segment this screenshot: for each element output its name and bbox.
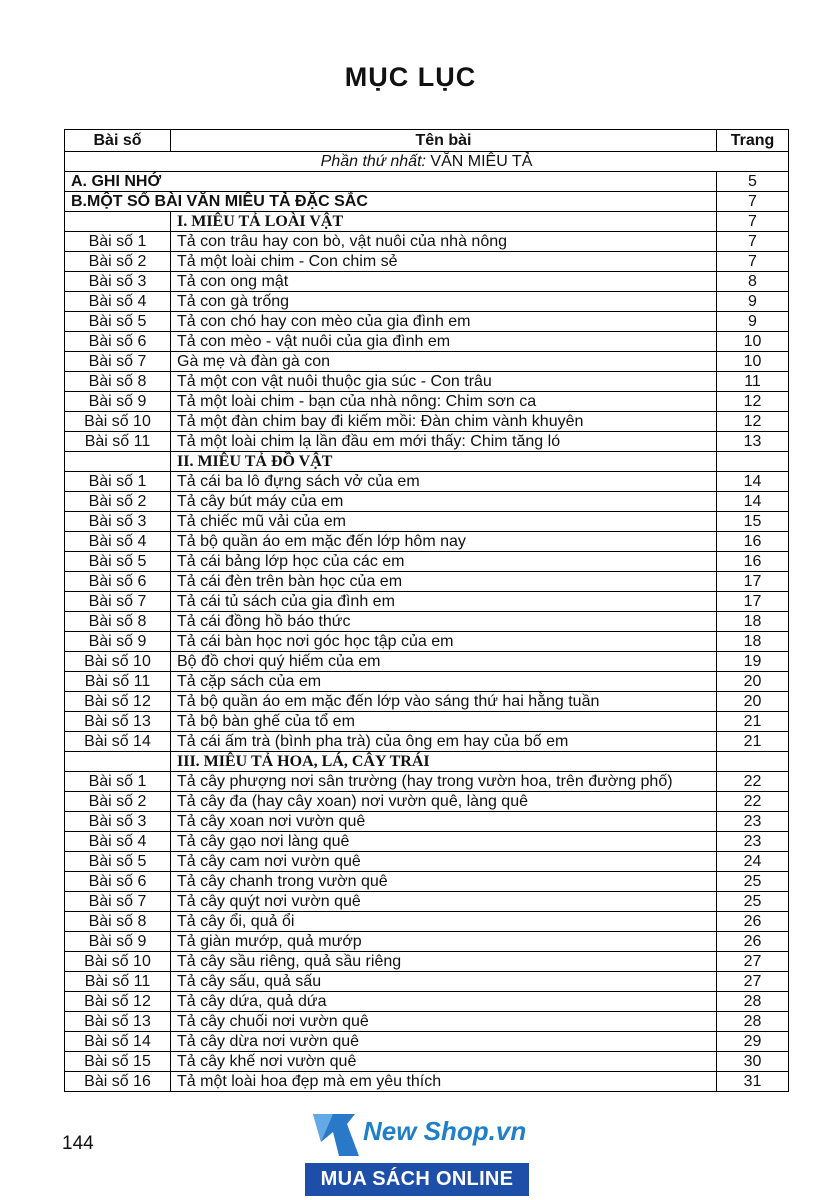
lesson-title: Tả cái ấm trà (bình pha trà) của ông em hay của bố em — [171, 732, 717, 752]
lesson-number: Bài số 1 — [65, 472, 171, 492]
lesson-title: Gà mẹ và đàn gà con — [171, 352, 717, 372]
lesson-page: 16 — [717, 552, 789, 572]
lesson-title: Tả cái bảng lớp học của các em — [171, 552, 717, 572]
lesson-row — [65, 632, 789, 652]
section-title: I. MIÊU TẢ LOÀI VẬT — [171, 212, 717, 232]
lesson-title: Tả cây quýt nơi vườn quê — [171, 892, 717, 912]
lesson-row — [65, 352, 789, 372]
lesson-number: Bài số 14 — [65, 1032, 171, 1052]
lesson-number: Bài số 11 — [65, 432, 171, 452]
lesson-number: Bài số 13 — [65, 712, 171, 732]
lesson-page: 12 — [717, 392, 789, 412]
lesson-page: 10 — [717, 352, 789, 372]
lesson-page: 21 — [717, 732, 789, 752]
lesson-row — [65, 392, 789, 412]
lesson-title: Tả cây gạo nơi làng quê — [171, 832, 717, 852]
logo-brand-text: New Shop.vn — [363, 1116, 527, 1146]
lesson-number: Bài số 13 — [65, 1012, 171, 1032]
lesson-number: Bài số 4 — [65, 292, 171, 312]
lesson-number: Bài số 7 — [65, 352, 171, 372]
lesson-page: 8 — [717, 272, 789, 292]
lesson-number: Bài số 5 — [65, 852, 171, 872]
section-title: II. MIÊU TẢ ĐỒ VẬT — [171, 452, 717, 472]
lesson-page: 25 — [717, 892, 789, 912]
lesson-number: Bài số 7 — [65, 592, 171, 612]
section-page — [717, 752, 789, 772]
lesson-page: 19 — [717, 652, 789, 672]
lesson-row — [65, 1052, 789, 1072]
lesson-page: 23 — [717, 812, 789, 832]
lesson-title: Tả cây phượng nơi sân trường (hay trong vườn hoa, trên đường phố) — [171, 772, 717, 792]
lesson-title: Tả cây khế nơi vườn quê — [171, 1052, 717, 1072]
lesson-title: Tả bộ bàn ghế của tổ em — [171, 712, 717, 732]
lesson-row — [65, 492, 789, 512]
col-header-page: Trang — [717, 130, 789, 152]
lesson-page: 14 — [717, 492, 789, 512]
lesson-number: Bài số 3 — [65, 512, 171, 532]
lesson-page: 23 — [717, 832, 789, 852]
lesson-title: Tả cây cam nơi vườn quê — [171, 852, 717, 872]
lesson-title: Tả cây dứa, quả dứa — [171, 992, 717, 1012]
lesson-title: Tả con trâu hay con bò, vật nuôi của nhà nông — [171, 232, 717, 252]
lesson-page: 30 — [717, 1052, 789, 1072]
lesson-page: 25 — [717, 872, 789, 892]
lesson-row — [65, 372, 789, 392]
part-row — [65, 152, 789, 172]
lesson-number: Bài số 15 — [65, 1052, 171, 1072]
lesson-title: Tả con gà trống — [171, 292, 717, 312]
lesson-page: 26 — [717, 932, 789, 952]
lesson-row — [65, 952, 789, 972]
lesson-title: Tả cái ba lô đựng sách vở của em — [171, 472, 717, 492]
lesson-title: Tả cái đèn trên bàn học của em — [171, 572, 717, 592]
lesson-number: Bài số 1 — [65, 772, 171, 792]
lesson-title: Tả một loài chim - Con chim sẻ — [171, 252, 717, 272]
lesson-number: Bài số 7 — [65, 892, 171, 912]
section-page: 7 — [717, 212, 789, 232]
lesson-number: Bài số 11 — [65, 972, 171, 992]
logo-top — [305, 1106, 529, 1162]
part-label-rest: VĂN MIÊU TẢ — [425, 153, 533, 170]
lesson-row — [65, 232, 789, 252]
lesson-page: 14 — [717, 472, 789, 492]
lesson-page: 22 — [717, 792, 789, 812]
lesson-title: Tả cây xoan nơi vườn quê — [171, 812, 717, 832]
lesson-page: 15 — [717, 512, 789, 532]
lesson-title: Tả chiếc mũ vải của em — [171, 512, 717, 532]
lesson-number: Bài số 3 — [65, 272, 171, 292]
section-page — [717, 452, 789, 472]
lesson-page: 17 — [717, 572, 789, 592]
lesson-title: Tả một loài chim - bạn của nhà nông: Chim sơn ca — [171, 392, 717, 412]
lesson-number: Bài số 14 — [65, 732, 171, 752]
lesson-title: Tả cây sấu, quả sấu — [171, 972, 717, 992]
lesson-row — [65, 852, 789, 872]
lesson-row — [65, 1012, 789, 1032]
lesson-row — [65, 912, 789, 932]
lesson-number: Bài số 9 — [65, 932, 171, 952]
lesson-number: Bài số 1 — [65, 232, 171, 252]
lesson-page: 20 — [717, 672, 789, 692]
lesson-page: 28 — [717, 992, 789, 1012]
lesson-page: 9 — [717, 292, 789, 312]
lesson-page: 27 — [717, 972, 789, 992]
lesson-page: 20 — [717, 692, 789, 712]
lesson-title: Tả cây chuối nơi vườn quê — [171, 1012, 717, 1032]
lesson-number: Bài số 5 — [65, 552, 171, 572]
lesson-title: Tả cây bút máy của em — [171, 492, 717, 512]
lesson-row — [65, 892, 789, 912]
lesson-row — [65, 732, 789, 752]
lesson-page: 22 — [717, 772, 789, 792]
lesson-page: 18 — [717, 612, 789, 632]
lesson-row — [65, 712, 789, 732]
lesson-row — [65, 972, 789, 992]
lesson-row — [65, 832, 789, 852]
lesson-page: 13 — [717, 432, 789, 452]
section-empty-cell — [65, 212, 171, 232]
lesson-row — [65, 672, 789, 692]
lesson-title: Tả con ong mật — [171, 272, 717, 292]
lesson-row — [65, 412, 789, 432]
section-title: III. MIÊU TẢ HOA, LÁ, CÂY TRÁI — [171, 752, 717, 772]
lesson-title: Tả một loài chim lạ lần đầu em mới thấy: Chim tăng ló — [171, 432, 717, 452]
lesson-row — [65, 252, 789, 272]
subhead-page: 5 — [717, 172, 789, 192]
lesson-page: 16 — [717, 532, 789, 552]
lesson-number: Bài số 9 — [65, 392, 171, 412]
lesson-title: Tả cặp sách của em — [171, 672, 717, 692]
col-header-lesson-number: Bài số — [65, 130, 171, 152]
lesson-page: 7 — [717, 252, 789, 272]
lesson-page: 29 — [717, 1032, 789, 1052]
lesson-row — [65, 292, 789, 312]
section-row — [65, 452, 789, 472]
lesson-title: Tả cái tủ sách của gia đình em — [171, 592, 717, 612]
lesson-number: Bài số 4 — [65, 832, 171, 852]
lesson-page: 26 — [717, 912, 789, 932]
lesson-number: Bài số 11 — [65, 672, 171, 692]
lesson-title: Tả một đàn chim bay đi kiếm mồi: Đàn chim vành khuyên — [171, 412, 717, 432]
lesson-row — [65, 432, 789, 452]
lesson-title: Tả cây dừa nơi vườn quê — [171, 1032, 717, 1052]
lesson-title: Tả giàn mướp, quả mướp — [171, 932, 717, 952]
lesson-number: Bài số 6 — [65, 872, 171, 892]
lesson-number: Bài số 12 — [65, 692, 171, 712]
lesson-number: Bài số 2 — [65, 252, 171, 272]
subhead-title: A. GHI NHỚ — [65, 172, 717, 192]
header-row — [65, 130, 789, 152]
lesson-row — [65, 312, 789, 332]
part-label-italic: Phần thứ nhất: — [320, 153, 426, 170]
lesson-number: Bài số 12 — [65, 992, 171, 1012]
lesson-page: 21 — [717, 712, 789, 732]
lesson-number: Bài số 10 — [65, 412, 171, 432]
lesson-row — [65, 272, 789, 292]
lesson-title: Tả cây đa (hay cây xoan) nơi vườn quê, làng quê — [171, 792, 717, 812]
lesson-page: 17 — [717, 592, 789, 612]
lesson-number: Bài số 2 — [65, 792, 171, 812]
lesson-page: 7 — [717, 232, 789, 252]
lesson-title: Tả con mèo - vật nuôi của gia đình em — [171, 332, 717, 352]
lesson-row — [65, 512, 789, 532]
lesson-row — [65, 552, 789, 572]
lesson-number: Bài số 6 — [65, 332, 171, 352]
lesson-page: 31 — [717, 1072, 789, 1092]
lesson-title: Tả con chó hay con mèo của gia đình em — [171, 312, 717, 332]
lesson-page: 11 — [717, 372, 789, 392]
lesson-title: Tả một loài hoa đẹp mà em yêu thích — [171, 1072, 717, 1092]
lesson-number: Bài số 8 — [65, 612, 171, 632]
lesson-title: Tả cây sầu riêng, quả sầu riêng — [171, 952, 717, 972]
lesson-title: Bộ đồ chơi quý hiếm của em — [171, 652, 717, 672]
lesson-row — [65, 592, 789, 612]
col-header-lesson-title: Tên bài — [171, 130, 717, 152]
lesson-title: Tả bộ quần áo em mặc đến lớp vào sáng thứ hai hằng tuần — [171, 692, 717, 712]
lesson-title: Tả một con vật nuôi thuộc gia súc - Con trâu — [171, 372, 717, 392]
lesson-title: Tả bộ quần áo em mặc đến lớp hôm nay — [171, 532, 717, 552]
lesson-number: Bài số 9 — [65, 632, 171, 652]
section-empty-cell — [65, 452, 171, 472]
lesson-row — [65, 652, 789, 672]
lesson-page: 28 — [717, 1012, 789, 1032]
lesson-title: Tả cây chanh trong vườn quê — [171, 872, 717, 892]
section-row — [65, 752, 789, 772]
lesson-number: Bài số 10 — [65, 952, 171, 972]
lesson-title: Tả cây ổi, quả ổi — [171, 912, 717, 932]
lesson-row — [65, 692, 789, 712]
lesson-number: Bài số 3 — [65, 812, 171, 832]
section-empty-cell — [65, 752, 171, 772]
lesson-number: Bài số 4 — [65, 532, 171, 552]
lesson-number: Bài số 6 — [65, 572, 171, 592]
lesson-row — [65, 1032, 789, 1052]
lesson-page: 27 — [717, 952, 789, 972]
page-number: 144 — [62, 1133, 94, 1154]
lesson-page: 9 — [717, 312, 789, 332]
lesson-number: Bài số 8 — [65, 372, 171, 392]
lesson-title: Tả cái đồng hồ báo thức — [171, 612, 717, 632]
part-heading — [65, 152, 789, 172]
toc-table — [64, 129, 789, 1092]
subhead-page: 7 — [717, 192, 789, 212]
lesson-number: Bài số 8 — [65, 912, 171, 932]
arrow-logo-icon — [309, 1110, 363, 1160]
newshop-watermark-logo — [305, 1106, 529, 1196]
lesson-row — [65, 792, 789, 812]
lesson-number: Bài số 10 — [65, 652, 171, 672]
page-title: MỤC LỤC — [344, 62, 477, 92]
lesson-row — [65, 872, 789, 892]
lesson-number: Bài số 5 — [65, 312, 171, 332]
lesson-number: Bài số 16 — [65, 1072, 171, 1092]
subhead-title: B.MỘT SỐ BÀI VĂN MIÊU TẢ ĐẶC SẮC — [65, 192, 717, 212]
lesson-row — [65, 332, 789, 352]
lesson-row — [65, 572, 789, 592]
lesson-row — [65, 532, 789, 552]
lesson-row — [65, 1072, 789, 1092]
lesson-title: Tả cái bàn học nơi góc học tập của em — [171, 632, 717, 652]
section-row — [65, 212, 789, 232]
lesson-row — [65, 812, 789, 832]
lesson-page: 18 — [717, 632, 789, 652]
logo-tagline: MUA SÁCH ONLINE — [305, 1163, 529, 1196]
lesson-row — [65, 612, 789, 632]
lesson-row — [65, 992, 789, 1012]
subhead-row — [65, 192, 789, 212]
lesson-page: 12 — [717, 412, 789, 432]
subhead-row — [65, 172, 789, 192]
lesson-page: 24 — [717, 852, 789, 872]
lesson-page: 10 — [717, 332, 789, 352]
lesson-number: Bài số 2 — [65, 492, 171, 512]
lesson-row — [65, 772, 789, 792]
lesson-row — [65, 472, 789, 492]
lesson-row — [65, 932, 789, 952]
